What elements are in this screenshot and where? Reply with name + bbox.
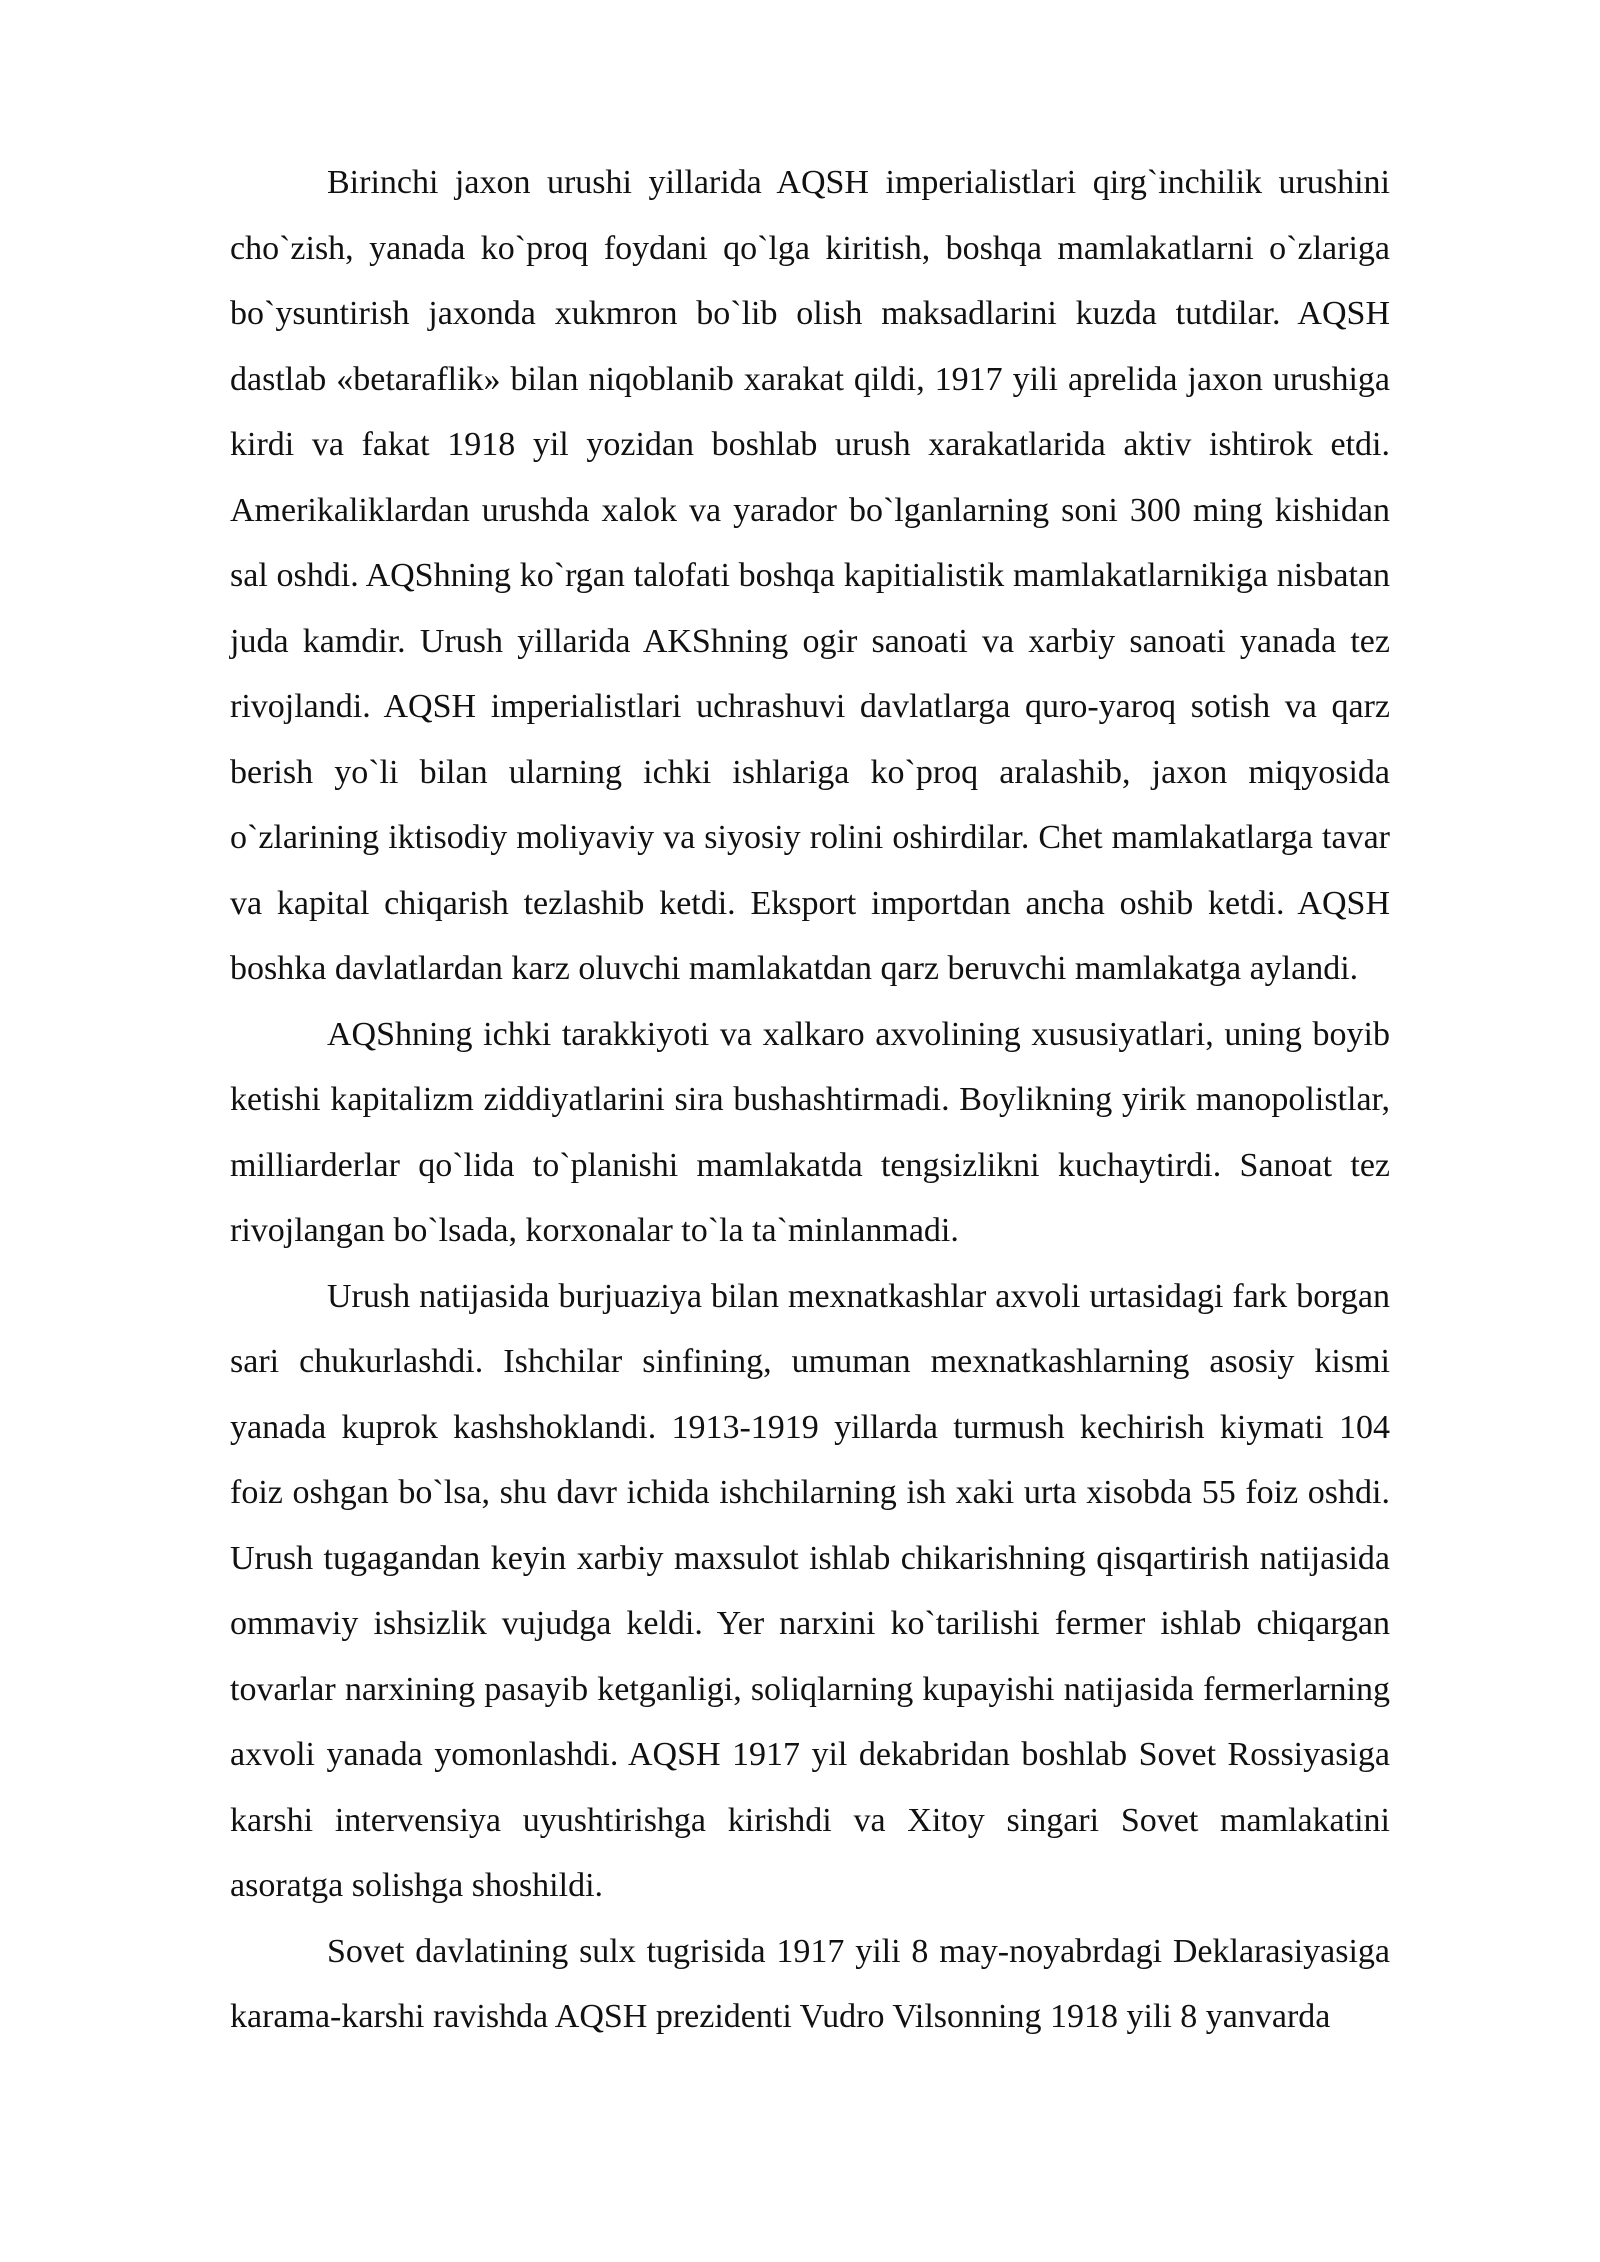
paragraph-3: Urush natijasida burjuaziya bilan mexnatkashlar axvoli urtasidagi fark borgan sari chukurlashdi. Ishchilar sinfining, umuman mexnatkashlarning asosiy kismi yanada kuprok kashshoklandi. 1913-1919 yillarda turmush kechirish kiymati 104 foiz oshgan bo`lsa, shu davr ichida ishchilarning ish xaki urta xisobda 55 foiz oshdi. Urush tugagandan keyin xarbiy maxsulot ishlab chikarishning qisqartirish natijasida ommaviy ishsizlik vujudga keldi. Yer narxini ko`tarilishi fermer ishlab chiqargan tovarlar narxining pasayib ketganligi, soliqlarning kupayishi natijasida fermerlarning axvoli yanada yomonlashdi. AQSH 1917 yil dekabridan boshlab Sovet Rossiyasiga karshi intervensiya uyushtirishga kirishdi va Xitoy singari Sovet mamlakatini asoratga solishga shoshildi. bbox=[230, 1277, 1390, 1904]
paragraph-1: Birinchi jaxon urushi yillarida AQSH imperialistlari qirg`inchilik urushini cho`zish, yanada ko`proq foydani qo`lga kiritish, boshqa mamlakatlarni o`zlariga bo`ysuntirish jaxonda xukmron bo`lib olish maksadlarini kuzda tutdilar. AQSH dastlab «betaraflik» bilan niqoblanib xarakat qildi, 1917 yili aprelida jaxon urushiga kirdi va fakat 1918 yil yozidan boshlab urush xarakatlarida aktiv ishtirok etdi. Amerikaliklardan urushda xalok va yarador bo`lganlarning soni 300 ming kishidan sal oshdi. AQShning ko`rgan talofati boshqa kapitialistik mamlakatlarnikiga nisbatan juda kamdir. Urush yillarida AKShning ogir sanoati va xarbiy sanoati yanada tez rivojlandi. AQSH imperialistlari uchrashuvi davlatlarga quro-yaroq sotish va qarz berish yo`li bilan ularning ichki ishlariga ko`proq aralashib, jaxon miqyosida o`zlarining iktisodiy moliyaviy va siyosiy rolini oshirdilar. Chet mamlakatlarga tavar va kapital chiqarish tezlashib ketdi. Eksport importdan ancha oshib ketdi. AQSH boshka davlatlardan karz oluvchi mamlakatdan qarz beruvchi mamlakatga aylandi. bbox=[230, 164, 1390, 987]
document-body bbox=[230, 150, 1390, 2050]
paragraph-4: Sovet davlatining sulx tugrisida 1917 yili 8 may-noyabrdagi Deklarasiyasiga karama-karshi ravishda AQSH prezidenti Vudro Vilsonning 1918 yili 8 yanvarda bbox=[230, 1932, 1390, 2035]
paragraph-2: AQShning ichki tarakkiyoti va xalkaro axvolining xususiyatlari, uning boyib ketishi kapitalizm ziddiyatlarini sira bushashtirmadi. Boylikning yirik manopolistlar, milliarderlar qo`lida to`planishi mamlakatda tengsizlikni kuchaytirdi. Sanoat tez rivojlangan bo`lsada, korxonalar to`la ta`minlanmadi. bbox=[230, 1015, 1390, 1249]
